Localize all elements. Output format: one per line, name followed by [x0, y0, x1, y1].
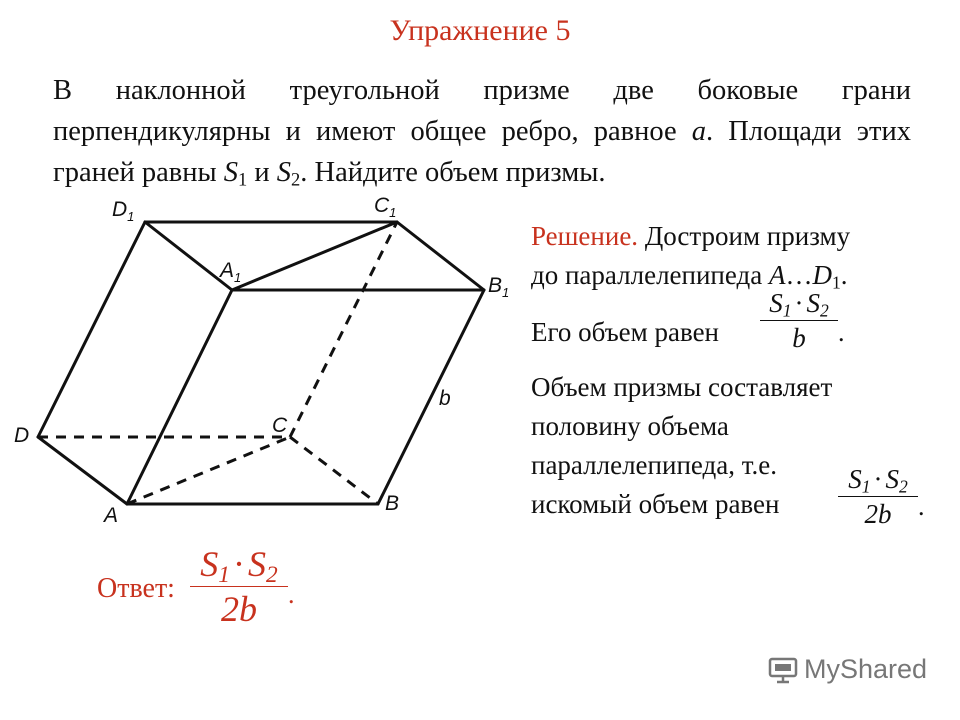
- watermark-text: MyShared: [804, 654, 928, 684]
- answer-s2: S: [248, 544, 266, 584]
- edge-d1-a1: [145, 222, 232, 290]
- frac2-sub2: 2: [899, 476, 908, 497]
- presentation-icon: [768, 655, 798, 685]
- edge-a1-c1: [232, 222, 397, 290]
- answer-denominator: 2b: [221, 589, 257, 629]
- edge-d-a: [38, 437, 127, 504]
- answer-sub1: 1: [218, 561, 230, 588]
- problem-statement: [53, 70, 911, 193]
- formula-prism-volume: [838, 464, 918, 529]
- solution-heading: Решение.: [531, 221, 639, 251]
- edge-c1-b1: [397, 222, 484, 290]
- solution-dots: …: [785, 260, 813, 290]
- watermark: [768, 654, 927, 685]
- variable-a: a: [691, 116, 706, 147]
- answer-formula: [190, 544, 288, 629]
- solution-line-1: [531, 218, 850, 255]
- label-d: D: [14, 424, 30, 447]
- frac2-sub1: 1: [861, 476, 871, 497]
- answer-label: Ответ:: [97, 573, 175, 604]
- problem-text-and: и: [247, 157, 277, 188]
- solution-period-2: .: [840, 260, 848, 290]
- frac1-dot: ·: [794, 288, 804, 318]
- solution-text-1: Достроим призму: [638, 221, 851, 251]
- frac2-s: S: [848, 464, 862, 494]
- symbol-s2: S: [276, 157, 292, 188]
- problem-text-3: . Найдите объем призмы.: [300, 157, 606, 188]
- problem-text-2: . Площади этих граней равны: [53, 116, 911, 188]
- solution-line-4: Объем призмы составляет: [531, 372, 833, 402]
- prism-figure: [0, 185, 520, 530]
- edge-b-b1: [378, 290, 484, 504]
- solution-line-7: искомый объем равен: [531, 489, 780, 519]
- solution-text-2: до параллелепипеда: [531, 260, 769, 290]
- solution-sub-1: 1: [831, 272, 841, 293]
- hidden-edge-a-c: [127, 437, 290, 504]
- frac1-sub1: 1: [782, 300, 792, 321]
- solution-line-3: Его объем равен: [531, 317, 719, 347]
- frac2-denominator: 2b: [864, 499, 892, 529]
- answer-sub2: 2: [266, 561, 278, 588]
- solution-line-6: параллелепипеда, т.е.: [531, 450, 777, 480]
- formula-parallelepiped-volume: [760, 288, 838, 353]
- label-d1: $D_1$: [112, 198, 135, 224]
- label-a: A: [104, 504, 119, 527]
- frac2-period: .: [918, 492, 925, 521]
- label-b: B: [385, 492, 400, 515]
- page-title: Упражнение 5: [389, 14, 571, 47]
- subscript-2: 2: [291, 169, 301, 191]
- solution-line-5: половину объема: [531, 411, 729, 441]
- answer-s: S: [200, 544, 219, 584]
- label-b1: $B_1$: [488, 274, 510, 300]
- subscript-1: 1: [238, 169, 248, 191]
- frac1-s2: S: [806, 288, 820, 318]
- frac1-sub2: 2: [820, 300, 829, 321]
- frac1-s: S: [769, 288, 783, 318]
- label-c: C: [272, 414, 288, 437]
- problem-text-1: В наклонной треугольной призме две боковые грани перпендикулярны и имеют общее ребро, равное: [53, 75, 911, 147]
- frac2-dot: ·: [873, 464, 883, 494]
- label-a1: $A_1$: [220, 259, 242, 285]
- frac1-denominator: b: [792, 323, 806, 353]
- solution-var-a: A: [768, 260, 786, 290]
- symbol-s1: S: [223, 157, 238, 188]
- frac2-s2: S: [885, 464, 899, 494]
- answer-period: .: [288, 580, 295, 609]
- solution-var-d: D: [812, 260, 832, 290]
- answer-dot: ·: [233, 544, 245, 584]
- label-edge-b: b: [439, 387, 451, 410]
- label-c1: $C_1$: [374, 194, 397, 220]
- frac1-period: .: [838, 318, 845, 347]
- edge-d-d1: [38, 222, 145, 437]
- edge-a-a1: [127, 290, 232, 504]
- hidden-edge-c-c1: [290, 222, 397, 437]
- hidden-edge-c-b: [290, 437, 378, 504]
